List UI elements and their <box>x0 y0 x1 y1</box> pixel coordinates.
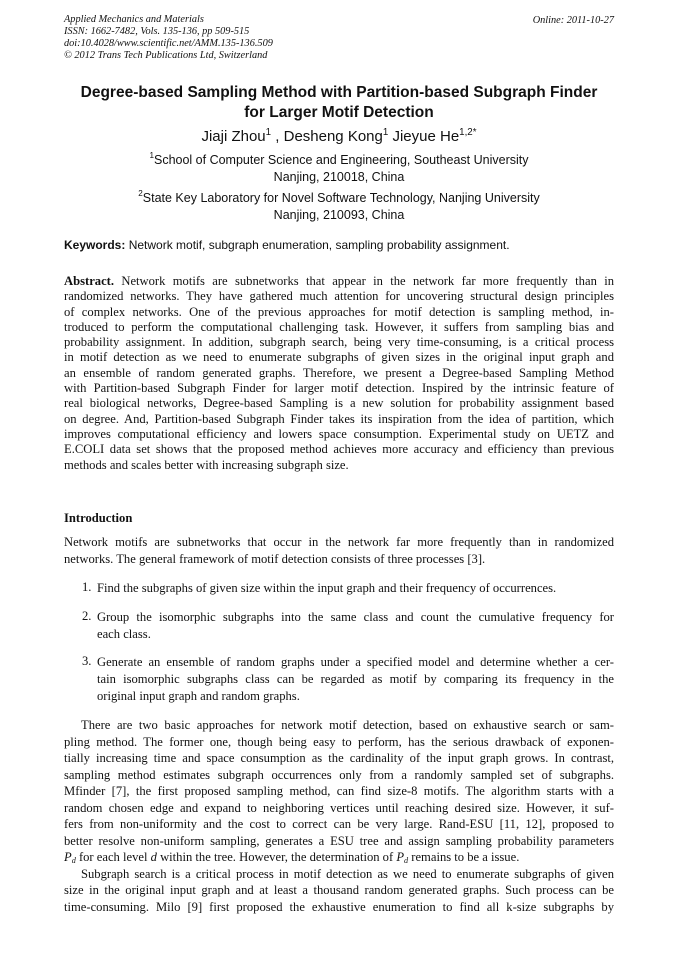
copyright: © 2012 Trans Tech Publications Ltd, Switzerland <box>64 50 268 61</box>
abstract-line: with Partition-based Subgraph Finder for larger motif detection. Inspired by the intrinsic feature of <box>64 381 614 396</box>
abstract <box>64 274 614 473</box>
text: for each level <box>75 850 151 864</box>
paragraph-line: fers from non-uniformity and the cost to correct can be very large. Rand-ESU [11, 12], proposed to <box>64 817 614 831</box>
affiliation-mark: 2 <box>138 189 143 198</box>
list-item <box>82 609 614 643</box>
affiliation-mark: 1 <box>149 151 154 160</box>
keywords-label: Keywords: <box>64 238 126 252</box>
math-subscript: d <box>404 856 409 865</box>
authors <box>40 128 638 145</box>
text-lines <box>64 289 614 473</box>
abstract-line: E.COLI data set shows that the proposed method achieves more accuracy and efficiency than previous <box>64 442 614 457</box>
list-item-line: tain isomorphic subgraphs class can be regarded as motif by comparing its frequency in the <box>97 671 614 686</box>
math-symbol: d <box>150 850 157 864</box>
paragraph-line: pling method. The former one, though being easy to perform, has the serious drawback of exponen- <box>64 734 614 749</box>
paragraph-approaches <box>64 717 614 915</box>
abstract-line: troduced to perform the computational challenging task. However, it suffers from sampling bias and <box>64 319 614 334</box>
paragraph-line: sampling method estimates subgraph occurrences only from a randomly sampled set of subgraphs. <box>64 767 614 782</box>
affiliation-line: School of Computer Science and Engineering, Southeast University <box>153 153 529 167</box>
paper-title-line-1: Degree-based Sampling Method with Partition-based Subgraph Finder <box>80 84 598 101</box>
list-item <box>82 654 614 704</box>
list-item <box>82 580 614 597</box>
keywords-text: Network motif, subgraph enumeration, sampling probability assignment. <box>125 238 510 252</box>
affiliation-line: State Key Laboratory for Novel Software Technology, Nanjing University <box>142 191 540 205</box>
paragraph-line: Subgraph search is a critical process in motif detection as we need to enumerate subgraphs of given <box>81 866 614 881</box>
text-lines <box>97 654 614 704</box>
list-number: 1. <box>82 580 92 594</box>
affiliation-2 <box>40 190 638 224</box>
abstract-line: improves computational efficiency and lowers space consumption. Experimental study on UETZ and <box>64 426 614 441</box>
math-symbol: P <box>396 850 405 864</box>
abstract-label: Abstract. <box>64 274 115 288</box>
abstract-line: randomized networks. They have gathered much attention for uncovering structural design principles <box>64 289 614 304</box>
text: within the tree. However, the determination of <box>156 850 397 864</box>
list-item-line: original input graph and random graphs. <box>97 688 300 703</box>
list-item-line: Find the subgraphs of given size within the input graph and their frequency of occurrences. <box>97 581 557 595</box>
paragraph-line: There are two basic approaches for network motif detection, based on exhaustive search or sam- <box>81 718 614 732</box>
math-subscript: d <box>71 856 76 865</box>
list-number: 2. <box>82 609 92 623</box>
keywords <box>64 238 510 252</box>
author-separator: , <box>271 128 284 145</box>
section-heading: Introduction <box>64 511 133 525</box>
text-lines <box>97 609 614 643</box>
text: remains to be a issue. <box>408 850 520 864</box>
online-date: Online: 2011-10-27 <box>532 15 614 26</box>
abstract-line: methods and scales better with increasing subgraph size. <box>64 457 349 472</box>
abstract-line: of complex networks. One of the previous approaches for motif detection is sampling method, in- <box>64 304 614 319</box>
affiliation-line: Nanjing, 210093, China <box>273 208 405 222</box>
author-name: Jiaji Zhou <box>201 128 266 145</box>
math-symbol: P <box>64 850 72 864</box>
abstract-line: an ensemble of random generated graphs. Therefore, we present a Degree-based Sampling Method <box>64 365 614 380</box>
author-affiliation-mark: 1 <box>265 127 272 138</box>
paragraph-line: random chosen edge and expand to neighboring vertices until reaching desired size. However, it suf- <box>64 800 614 815</box>
list-number: 3. <box>82 654 92 668</box>
intro-line: networks. The general framework of motif detection consists of three processes [3]. <box>64 551 486 566</box>
author-name: Jieyue He <box>392 128 460 145</box>
intro-paragraph <box>64 534 614 567</box>
text-lines <box>97 580 614 597</box>
abstract-line: probability assignment. In addition, subgraph search, being very time-consuming, is a critical process <box>64 335 614 350</box>
paragraph-line: time-consuming. Milo [9] first proposed the exhaustive enumeration to find all k-size subgraphs by <box>64 899 614 914</box>
text-lines <box>64 717 614 849</box>
paragraph-line: better resolve non-uniform sampling, generates a ESU tree and assign sampling probability parameters <box>64 833 614 848</box>
affiliation-line: Nanjing, 210018, China <box>273 170 405 184</box>
abstract-text: Network motifs are subnetworks that appear in the network far more frequently than in <box>114 274 614 288</box>
abstract-line <box>64 274 614 289</box>
abstract-line: on degree. And, Partition-based Subgraph Finder takes its inspiration from the idea of partition, which <box>64 411 614 426</box>
intro-line: Network motifs are subnetworks that occur in the network far more frequently than in randomized <box>64 535 614 549</box>
abstract-line: in motif detection as we need to enumerate subgraphs of given sizes in the original input graph and <box>64 350 614 365</box>
paragraph-line: size in the original input graph and at least a thousand random generated graphs. Such process can be <box>64 883 614 897</box>
doi: doi:10.4028/www.scientific.net/AMM.135-136.509 <box>64 38 273 49</box>
author-affiliation-mark: 1 <box>382 127 389 138</box>
author-affiliation-mark: 1,2* <box>459 127 477 138</box>
paragraph-line <box>64 849 614 866</box>
list-item-line: Group the isomorphic subgraphs into the same class and count the cumulative frequency for <box>97 610 614 624</box>
abstract-line: real biological networks, Degree-based Sampling is a new solution for probability assignment based <box>64 396 614 411</box>
paper-title-line-2: for Larger Motif Detection <box>244 104 434 121</box>
journal-name: Applied Mechanics and Materials <box>64 14 204 25</box>
list-item-line: Generate an ensemble of random graphs under a specified model and determine whether a cer- <box>97 655 614 669</box>
text-lines <box>64 866 614 916</box>
author-name: Desheng Kong <box>283 128 383 145</box>
issn: ISSN: 1662-7482, Vols. 135-136, pp 509-515 <box>64 26 250 37</box>
affiliation-1 <box>40 152 638 186</box>
paragraph-line: Mfinder [7], the first proposed sampling method, can find size-8 motifs. The algorithm starts with a <box>64 784 614 798</box>
paragraph-line: tially increasing time and space consumption as the cardinality of the input graph grows. In contrast, <box>64 751 614 765</box>
list-item-line: each class. <box>97 626 151 641</box>
